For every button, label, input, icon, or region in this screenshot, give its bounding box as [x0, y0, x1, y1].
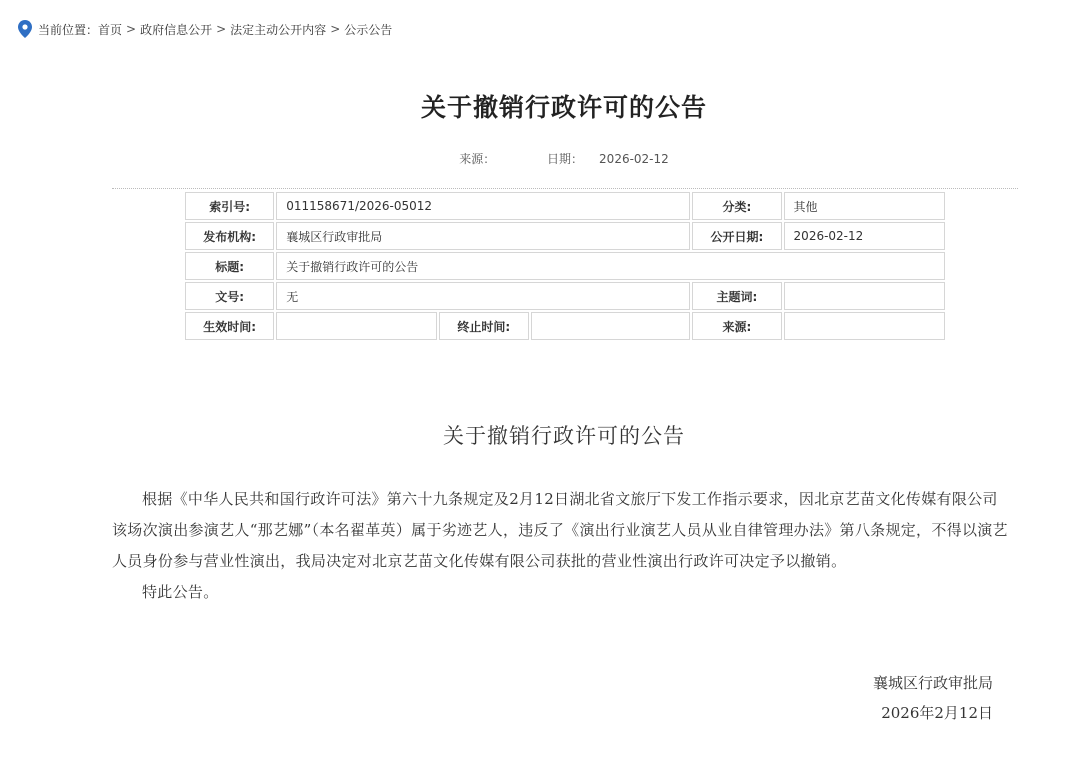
- source-meta: [451, 152, 519, 166]
- keywords-label: 主题词:: [692, 282, 781, 310]
- breadcrumb-separator: >: [330, 22, 341, 36]
- title-label: 标题:: [185, 252, 274, 280]
- table-row: [185, 312, 945, 340]
- docno-label: 文号:: [185, 282, 274, 310]
- page-title: 关于撤销行政许可的公告: [420, 93, 707, 122]
- body-paragraph: 特此公告。: [142, 583, 219, 601]
- source-label-cell: 来源:: [692, 312, 781, 340]
- breadcrumb: [18, 18, 392, 40]
- category-value: 其他: [784, 192, 945, 220]
- document-heading: 关于撤销行政许可的公告: [443, 424, 685, 448]
- breadcrumb-statutory[interactable]: 法定主动公开内容: [230, 22, 327, 37]
- table-row: [185, 192, 945, 220]
- publisher-value: 襄城区行政审批局: [276, 222, 690, 250]
- pubdate-label: 公开日期:: [692, 222, 781, 250]
- signature: [873, 668, 993, 728]
- signature-date: 2026年2月12日: [881, 704, 993, 722]
- expire-label: 终止时间:: [439, 312, 529, 340]
- effective-label: 生效时间:: [185, 312, 274, 340]
- expire-value: [531, 312, 690, 340]
- index-value: 011158671/2026-05012: [276, 192, 690, 220]
- signature-org: 襄城区行政审批局: [872, 674, 993, 692]
- keywords-value: [784, 282, 945, 310]
- effective-value: [276, 312, 436, 340]
- docno-value: 无: [276, 282, 690, 310]
- meta-line: [0, 150, 1080, 167]
- table-row: [185, 282, 945, 310]
- date-label: 日期：: [547, 152, 584, 166]
- date-meta: [539, 152, 677, 166]
- breadcrumb-notices[interactable]: 公示公告: [344, 22, 393, 37]
- location-pin-icon: [18, 20, 32, 38]
- breadcrumb-prefix: 当前位置：: [38, 22, 99, 37]
- source-value-cell: [784, 312, 945, 340]
- body-paragraph: 根据《中华人民共和国行政许可法》第六十九条规定及2月12日湖北省文旅厅下发工作指示要求，因北京艺苗文化传媒有限公司该场次演出参演艺人“那艺娜”（本名翟革英）属于劣迹艺人，违反了《演出行业演艺人员从业自律管理办法》第八条规定，不得以演艺人员身份参与营业性演出，我局决定对北京艺苗文化传媒有限公司获批的营业性演出行政许可决定予以撤销。: [112, 490, 1008, 570]
- publisher-label: 发布机构:: [185, 222, 274, 250]
- pubdate-value: 2026-02-12: [784, 222, 945, 250]
- date-value: 2026-02-12: [599, 152, 669, 166]
- title-value: 关于撤销行政许可的公告: [276, 252, 945, 280]
- breadcrumb-separator: >: [126, 22, 137, 36]
- category-label: 分类:: [692, 192, 781, 220]
- table-row: [185, 222, 945, 250]
- table-row: [185, 252, 945, 280]
- index-label: 索引号:: [185, 192, 274, 220]
- source-label: 来源：: [459, 152, 496, 166]
- breadcrumb-separator: >: [216, 22, 227, 36]
- divider: [112, 188, 1018, 189]
- breadcrumb-home[interactable]: 首页: [98, 22, 123, 37]
- info-table: [183, 190, 947, 342]
- breadcrumb-gov-info[interactable]: 政府信息公开: [140, 22, 213, 37]
- document-body: [112, 484, 1008, 608]
